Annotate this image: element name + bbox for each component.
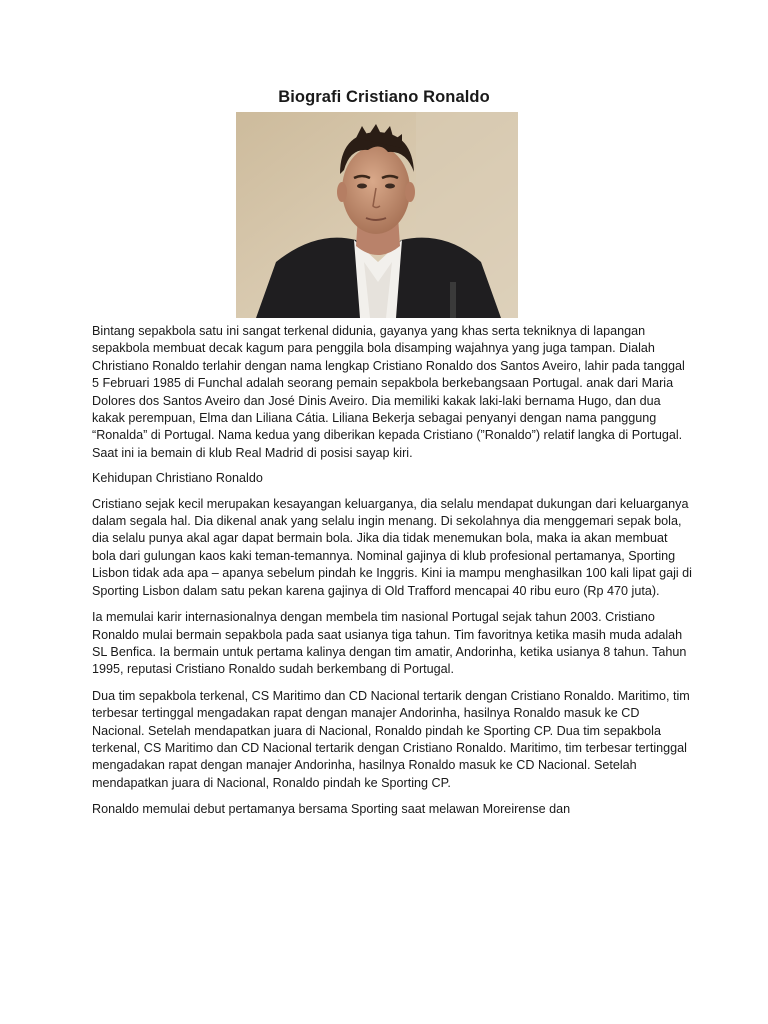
paragraph-career: Ia memulai karir internasionalnya dengan membela tim nasional Portugal sejak tahun 2003. Cristiano Ronaldo mulai bermain sepakbola pada saat usianya tiga tahun. Tim favoritnya ketika masih muda adalah SL Benfica. Ia bermain untuk pertama kalinya dengan tim amatir, Andorinha, ketika usianya 8 tahun. Tahun 1995, reputasi Cristiano Ronaldo sudah berkembang di Portugal.: [92, 610, 687, 677]
portrait-photo-icon: [236, 112, 518, 318]
portrait-photo: [236, 112, 518, 318]
paragraph-intro: Bintang sepakbola satu ini sangat terkenal didunia, gayanya yang khas serta tekniknya di lapangan sepakbola membuat decak kagum para penggila bola disamping wajahnya yang juga tampan. Dialah Christiano Ronaldo terlahir dengan nama lengkap Cristiano Ronaldo dos Santos Aveiro, lahir pada tanggal 5 Februari 1985 di Funchal adalah seorang pemain sepakbola berkebangsaan Portugal. anak dari Maria Dolores dos Santos Aveiro dan José Dinis Aveiro. Dia memiliki kakak laki-laki bernama Hugo, dan dua kakak perempuan, Elma dan Liliana Cátia. Liliana Bekerja sebagai penyanyi dengan nama panggung “Ronalda” di Portugal. Nama kedua yang diberikan kepada Cristiano (”Ronaldo”) relatif langka di Portugal. Saat ini ia bemain di klub Real Madrid di posisi sayap kiri.: [92, 324, 685, 460]
paragraph-childhood: Cristiano sejak kecil merupakan kesayangan keluarganya, dia selalu mendapat dukungan dari keluarganya dalam segala hal. Dia dikenal anak yang selalu ingin menang. Di sekolahnya dia menggemari sepak bola, dia selalu punya akal agar dapat bermain bola. Jika dia tidak menemukan bola, maka ia akan membuat bola dari gulungan kaos kaki teman-temannya. Nominal gajinya di klub profesional pertamanya, Sporting Lisbon tidak ada apa – apanya sebelum pindah ke Inggris. Kini ia mampu menghasilkan 100 kali lipat gaji di Sporting Lisbon dalam satu pekan karena gajinya di Old Trafford mencapai 40 ribu euro (Rp 470 juta).: [92, 496, 692, 598]
section-heading: Kehidupan Christiano Ronaldo: [92, 471, 263, 486]
paragraph-debut: Ronaldo memulai debut pertamanya bersama Sporting saat melawan Moreirense dan: [92, 802, 571, 817]
document-title: Biografi Cristiano Ronaldo: [278, 88, 490, 106]
document-body: [92, 323, 692, 827]
paragraph-clubs: Dua tim sepakbola terkenal, CS Maritimo dan CD Nacional tertarik dengan Cristiano Ronaldo. Maritimo, tim terbesar tertinggal mengadakan rapat dengan manajer Andorinha, hasilnya Ronaldo masuk ke CD Nacional. Setelah mendapatkan juara di Nacional, Ronaldo pindah ke Sporting CP. Dua tim sepakbola terkenal, CS Maritimo dan CD Nacional tertarik dengan Cristiano Ronaldo. Maritimo, tim terbesar tertinggal mengadakan rapat dengan manajer Andorinha, hasilnya Ronaldo masuk ke CD Nacional. Setelah mendapatkan juara di Nacional, Ronaldo pindah ke Sporting CP.: [92, 688, 690, 790]
